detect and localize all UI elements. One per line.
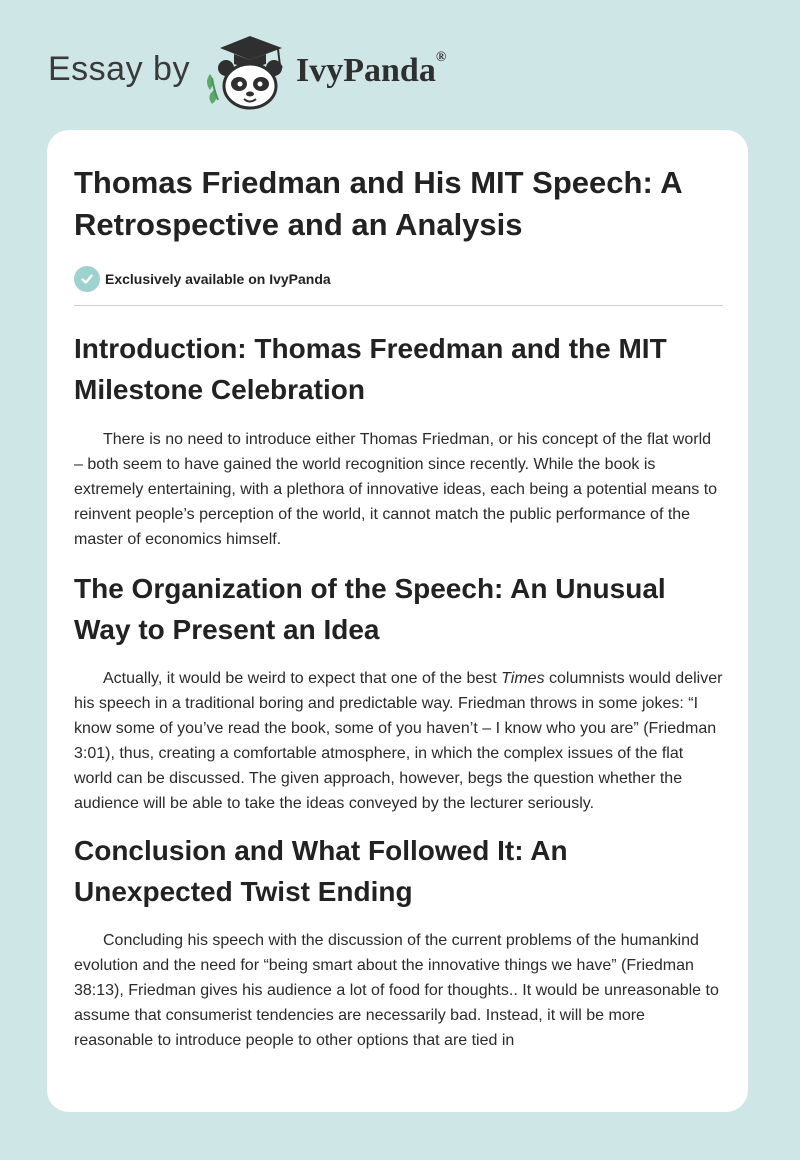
section-heading-introduction: Introduction: Thomas Freedman and the MIT Milestone Celebration bbox=[74, 333, 667, 405]
essay-by-label: Essay by bbox=[48, 50, 190, 88]
paragraph-text-rest: columnists would deliver his speech in a traditional boring and predictable way. Friedman throws in some jokes: “I know some of you’ve read the book, some of you haven’t – I know who you are” (Friedman 3:01), thus, creating a comfortable atmosphere, in which the complex issues of the flat world can be discussed. The given approach, however, begs the question whether the audience will be able to take the ideas conveyed by the lecturer seriously. bbox=[74, 670, 723, 812]
brand-name-text: IvyPanda bbox=[296, 52, 436, 89]
essay-card bbox=[47, 130, 748, 1112]
site-header bbox=[0, 0, 800, 128]
panda-logo-icon[interactable] bbox=[200, 34, 292, 112]
exclusive-notice bbox=[74, 265, 723, 293]
paragraph-text-start: Actually, it would be weird to expect that one of the best bbox=[103, 670, 502, 687]
paragraph-italic-times: Times bbox=[501, 670, 545, 687]
section-heading-conclusion: Conclusion and What Followed It: An Unexpected Twist Ending bbox=[74, 835, 568, 907]
exclusive-text: Exclusively available on IvyPanda bbox=[105, 271, 331, 287]
section-paragraph-conclusion: Concluding his speech with the discussion of the current problems of the humankind evolution and the need for “being smart about the innovative things we have” (Friedman 38:13), Friedman gives his audience a lot of food for thoughts.. It would be unreasonable to assume that consumerist tendencies are necessarily bad. Instead, it will be more reasonable to introduce people to other options that are tied in bbox=[74, 932, 719, 1049]
essay-content bbox=[74, 162, 723, 1053]
divider bbox=[74, 305, 723, 306]
brand-name[interactable] bbox=[296, 52, 446, 90]
registered-mark: ® bbox=[435, 50, 447, 65]
check-icon bbox=[74, 266, 100, 292]
essay-title: Thomas Friedman and His MIT Speech: A Retrospective and an Analysis bbox=[74, 165, 682, 242]
section-paragraph-organization bbox=[74, 666, 723, 816]
section-heading-organization: The Organization of the Speech: An Unusual Way to Present an Idea bbox=[74, 573, 666, 645]
section-paragraph-introduction: There is no need to introduce either Thomas Friedman, or his concept of the flat world – both seem to have gained the world recognition since recently. While the book is extremely entertaining, with a plethora of innovative ideas, each being a potential means to reinvent people’s perception of the world, it cannot match the public performance of the master of economics himself. bbox=[74, 431, 718, 548]
